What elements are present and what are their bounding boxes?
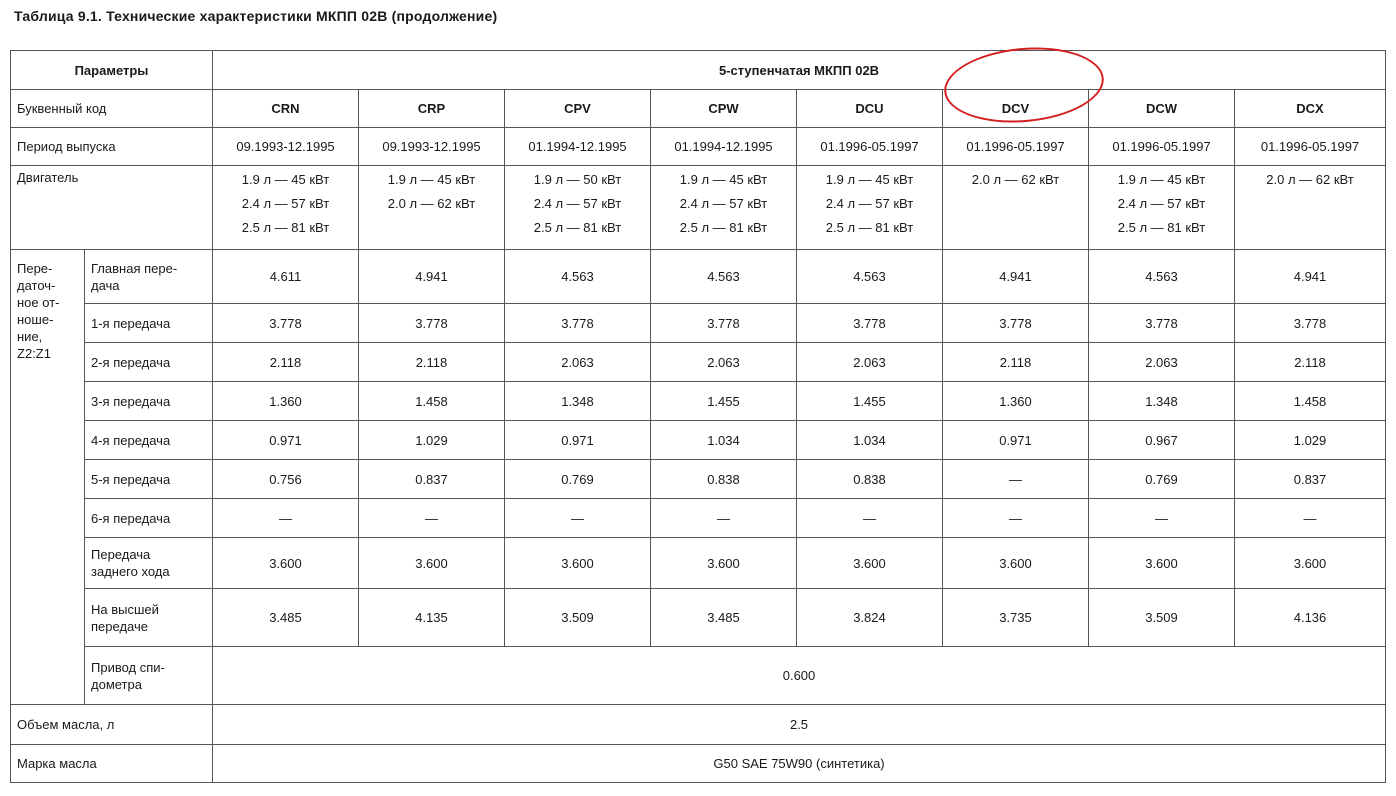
code-cell-dcx: DCX	[1235, 90, 1386, 128]
engine-line: 2.4 л — 57 кВт	[533, 196, 622, 211]
gear4-cell-cpv: 0.971	[505, 421, 651, 460]
engine-line: 2.5 л — 81 кВт	[1117, 220, 1206, 235]
reverse-gear-cell-dcu: 3.600	[797, 538, 943, 589]
gear6-label: 6-я передача	[85, 499, 213, 538]
gear1-label: 1-я передача	[85, 304, 213, 343]
main-gear-cell-dcu: 4.563	[797, 250, 943, 304]
gear4-label: 4-я передача	[85, 421, 213, 460]
engine-cell-crp	[359, 166, 505, 250]
top-gear-cell-cpw: 3.485	[651, 589, 797, 647]
gear6-cell-dcu: —	[797, 499, 943, 538]
reverse-gear-cell-crn: 3.600	[213, 538, 359, 589]
gear2-cell-dcv: 2.118	[943, 343, 1089, 382]
reverse-gear-label: Передача заднего хода	[85, 538, 213, 589]
gear3-cell-dcu: 1.455	[797, 382, 943, 421]
engine-line: 2.0 л — 62 кВт	[1266, 172, 1354, 187]
gear1-cell-dcw: 3.778	[1089, 304, 1235, 343]
gear1-cell-dcv: 3.778	[943, 304, 1089, 343]
gear3-cell-cpw: 1.455	[651, 382, 797, 421]
gear3-cell-crn: 1.360	[213, 382, 359, 421]
gear5-cell-dcu: 0.838	[797, 460, 943, 499]
gear1-cell-dcx: 3.778	[1235, 304, 1386, 343]
gear2-cell-cpw: 2.063	[651, 343, 797, 382]
period-cell-dcu: 01.1996-05.1997	[797, 128, 943, 166]
period-cell-dcw: 01.1996-05.1997	[1089, 128, 1235, 166]
engine-line: 2.5 л — 81 кВт	[533, 220, 622, 235]
main-gear-label: Главная пере- дача	[85, 250, 213, 304]
gear3-cell-dcw: 1.348	[1089, 382, 1235, 421]
code-label: Буквенный код	[11, 90, 213, 128]
gear5-cell-crp: 0.837	[359, 460, 505, 499]
top-gear-label: На высшей передаче	[85, 589, 213, 647]
oil-volume-value: 2.5	[213, 705, 1386, 745]
engine-line: 2.5 л — 81 кВт	[825, 220, 914, 235]
main-gear-row	[11, 250, 1386, 304]
gear4-cell-cpw: 1.034	[651, 421, 797, 460]
engine-line: 2.5 л — 81 кВт	[241, 220, 330, 235]
gear4-cell-dcw: 0.967	[1089, 421, 1235, 460]
gear1-cell-crp: 3.778	[359, 304, 505, 343]
engine-row	[11, 166, 1386, 250]
period-cell-cpw: 01.1994-12.1995	[651, 128, 797, 166]
speedo-value: 0.600	[213, 647, 1386, 705]
gear1-row	[11, 304, 1386, 343]
spec-table	[10, 50, 1386, 783]
engine-line: 2.0 л — 62 кВт	[387, 196, 476, 211]
reverse-gear-cell-cpw: 3.600	[651, 538, 797, 589]
engine-cell-crn	[213, 166, 359, 250]
main-gear-cell-dcx: 4.941	[1235, 250, 1386, 304]
top-gear-cell-cpv: 3.509	[505, 589, 651, 647]
engine-cell-dcw	[1089, 166, 1235, 250]
gear6-cell-dcv: —	[943, 499, 1089, 538]
main-gear-cell-crn: 4.611	[213, 250, 359, 304]
params-header: Параметры	[11, 51, 213, 90]
top-gear-cell-dcv: 3.735	[943, 589, 1089, 647]
engine-line: 1.9 л — 45 кВт	[679, 172, 768, 187]
period-cell-crn: 09.1993-12.1995	[213, 128, 359, 166]
gear3-row	[11, 382, 1386, 421]
reverse-gear-row	[11, 538, 1386, 589]
code-cell-cpv: CPV	[505, 90, 651, 128]
engine-cell-dcx	[1235, 166, 1386, 250]
reverse-gear-cell-cpv: 3.600	[505, 538, 651, 589]
gear6-cell-cpv: —	[505, 499, 651, 538]
period-cell-crp: 09.1993-12.1995	[359, 128, 505, 166]
gear6-cell-dcw: —	[1089, 499, 1235, 538]
table-caption: Таблица 9.1. Технические характеристики МКПП 02В (продолжение)	[14, 8, 498, 24]
gear4-cell-crn: 0.971	[213, 421, 359, 460]
gear3-cell-dcv: 1.360	[943, 382, 1089, 421]
main-gear-cell-crp: 4.941	[359, 250, 505, 304]
code-cell-dcv: DCV	[943, 90, 1089, 128]
engine-line: 2.5 л — 81 кВт	[679, 220, 768, 235]
period-cell-dcv: 01.1996-05.1997	[943, 128, 1089, 166]
oil-brand-value: G50 SAE 75W90 (синтетика)	[213, 745, 1386, 783]
oil-volume-label: Объем масла, л	[11, 705, 213, 745]
gear3-cell-cpv: 1.348	[505, 382, 651, 421]
engine-cell-cpv	[505, 166, 651, 250]
gear1-cell-dcu: 3.778	[797, 304, 943, 343]
gear5-cell-dcv: —	[943, 460, 1089, 499]
reverse-gear-cell-dcw: 3.600	[1089, 538, 1235, 589]
gear2-cell-dcu: 2.063	[797, 343, 943, 382]
gear1-cell-cpv: 3.778	[505, 304, 651, 343]
ratio-group-label: Пере- даточ- ное от- ноше- ние, Z2:Z1	[11, 250, 85, 705]
gear4-cell-dcu: 1.034	[797, 421, 943, 460]
spec-table-body	[11, 51, 1386, 783]
engine-cell-dcu	[797, 166, 943, 250]
main-gear-cell-cpw: 4.563	[651, 250, 797, 304]
gear6-cell-cpw: —	[651, 499, 797, 538]
gear5-row	[11, 460, 1386, 499]
top-gear-cell-crp: 4.135	[359, 589, 505, 647]
period-cell-cpv: 01.1994-12.1995	[505, 128, 651, 166]
main-gear-cell-dcw: 4.563	[1089, 250, 1235, 304]
top-gear-cell-crn: 3.485	[213, 589, 359, 647]
gear5-cell-cpv: 0.769	[505, 460, 651, 499]
gear2-label: 2-я передача	[85, 343, 213, 382]
gear4-cell-dcx: 1.029	[1235, 421, 1386, 460]
gear3-cell-crp: 1.458	[359, 382, 505, 421]
top-gear-cell-dcu: 3.824	[797, 589, 943, 647]
engine-cell-dcv	[943, 166, 1089, 250]
gear2-cell-cpv: 2.063	[505, 343, 651, 382]
speedo-label: Привод спи- дометра	[85, 647, 213, 705]
reverse-gear-cell-dcx: 3.600	[1235, 538, 1386, 589]
gear6-cell-crn: —	[213, 499, 359, 538]
code-cell-cpw: CPW	[651, 90, 797, 128]
main-gear-cell-dcv: 4.941	[943, 250, 1089, 304]
gear4-cell-dcv: 0.971	[943, 421, 1089, 460]
gear5-cell-crn: 0.756	[213, 460, 359, 499]
reverse-gear-cell-crp: 3.600	[359, 538, 505, 589]
period-cell-dcx: 01.1996-05.1997	[1235, 128, 1386, 166]
engine-line: 2.4 л — 57 кВт	[241, 196, 330, 211]
period-row	[11, 128, 1386, 166]
engine-cell-cpw	[651, 166, 797, 250]
gear6-row	[11, 499, 1386, 538]
gear1-cell-crn: 3.778	[213, 304, 359, 343]
gear4-cell-crp: 1.029	[359, 421, 505, 460]
gear5-cell-dcx: 0.837	[1235, 460, 1386, 499]
gear2-cell-crn: 2.118	[213, 343, 359, 382]
engine-line: 2.4 л — 57 кВт	[825, 196, 914, 211]
code-cell-crp: CRP	[359, 90, 505, 128]
gear5-label: 5-я передача	[85, 460, 213, 499]
engine-line: 1.9 л — 45 кВт	[241, 172, 330, 187]
code-cell-crn: CRN	[213, 90, 359, 128]
gear3-label: 3-я передача	[85, 382, 213, 421]
oil-volume-row	[11, 705, 1386, 745]
gear3-cell-dcx: 1.458	[1235, 382, 1386, 421]
gear6-cell-crp: —	[359, 499, 505, 538]
gear2-row	[11, 343, 1386, 382]
code-cell-dcu: DCU	[797, 90, 943, 128]
period-label: Период выпуска	[11, 128, 213, 166]
engine-line: 2.0 л — 62 кВт	[971, 172, 1060, 187]
engine-line: 1.9 л — 45 кВт	[825, 172, 914, 187]
gear2-cell-dcx: 2.118	[1235, 343, 1386, 382]
reverse-gear-cell-dcv: 3.600	[943, 538, 1089, 589]
engine-label: Двигатель	[11, 166, 213, 250]
oil-brand-row	[11, 745, 1386, 783]
speedo-row	[11, 647, 1386, 705]
engine-line: 2.4 л — 57 кВт	[679, 196, 768, 211]
gear5-cell-cpw: 0.838	[651, 460, 797, 499]
main-gear-cell-cpv: 4.563	[505, 250, 651, 304]
code-row	[11, 90, 1386, 128]
spec-table-container	[10, 50, 1385, 783]
code-cell-dcw: DCW	[1089, 90, 1235, 128]
top-gear-row	[11, 589, 1386, 647]
header-row	[11, 51, 1386, 90]
engine-line: 1.9 л — 45 кВт	[1117, 172, 1206, 187]
engine-line: 1.9 л — 50 кВт	[533, 172, 622, 187]
top-gear-cell-dcx: 4.136	[1235, 589, 1386, 647]
gear1-cell-cpw: 3.778	[651, 304, 797, 343]
gear5-cell-dcw: 0.769	[1089, 460, 1235, 499]
engine-line: 1.9 л — 45 кВт	[387, 172, 476, 187]
gear2-cell-dcw: 2.063	[1089, 343, 1235, 382]
gear4-row	[11, 421, 1386, 460]
oil-brand-label: Марка масла	[11, 745, 213, 783]
gear2-cell-crp: 2.118	[359, 343, 505, 382]
gear6-cell-dcx: —	[1235, 499, 1386, 538]
transmission-type-header: 5-ступенчатая МКПП 02В	[213, 51, 1386, 90]
engine-line: 2.4 л — 57 кВт	[1117, 196, 1206, 211]
top-gear-cell-dcw: 3.509	[1089, 589, 1235, 647]
